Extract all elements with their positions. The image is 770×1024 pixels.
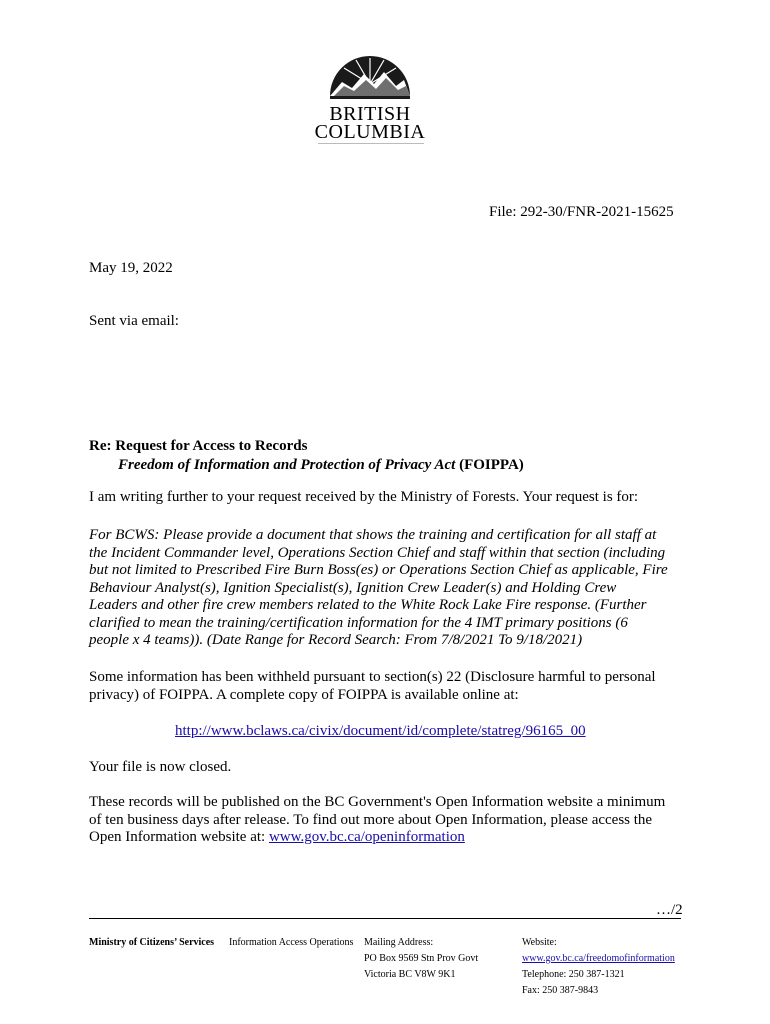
request-line: For BCWS: Please provide a document that shows the training and certification for all staff at xyxy=(89,527,657,543)
publish-last-text: Open Information website at: xyxy=(89,829,269,845)
subject-act xyxy=(89,456,524,475)
withheld-paragraph xyxy=(89,669,689,704)
request-line: the Incident Commander level, Operations Section Chief and staff within that section (including xyxy=(89,544,666,561)
sun-mountains-icon xyxy=(326,44,414,102)
letter-date: May 19, 2022 xyxy=(89,260,173,276)
intro-paragraph: I am writing further to your request received by the Ministry of Forests. Your request is for: xyxy=(89,489,639,505)
mailing-city: Victoria BC V8W 9K1 xyxy=(364,969,456,980)
open-information-link[interactable]: www.gov.bc.ca/openinformation xyxy=(268,829,465,845)
mailing-label: Mailing Address: xyxy=(364,937,434,948)
request-text xyxy=(89,527,689,650)
footer-mailing-address xyxy=(364,935,478,983)
closed-paragraph: Your file is now closed. xyxy=(89,759,232,775)
footer-contact xyxy=(522,935,675,999)
request-line: people x 4 teams)). (Date Range for Record Search: From 7/8/2021 To 9/18/2021) xyxy=(89,632,583,648)
withheld-line: privacy) of FOIPPA. A complete copy of FOIPPA is available online at: xyxy=(89,686,519,703)
logo-text-columbia: COLUMBIA xyxy=(314,121,426,143)
sent-via: Sent via email: xyxy=(89,313,179,329)
footer-division: Information Access Operations xyxy=(229,937,354,948)
footer-divider xyxy=(89,918,681,919)
publish-paragraph xyxy=(89,794,689,847)
website-link[interactable]: www.gov.bc.ca/freedomofinformation xyxy=(522,953,675,964)
logo-text-british: BRITISH xyxy=(329,103,411,125)
request-line: Leaders and other fire crew members related to the White Rock Lake Fire response. (Further xyxy=(89,597,647,613)
request-line: clarified to mean the training/certification information for the 4 IMT primary positions (6 xyxy=(89,614,628,631)
mailing-po-box: PO Box 9569 Stn Prov Govt xyxy=(364,953,479,964)
file-reference: File: 292-30/FNR-2021-15625 xyxy=(489,204,674,220)
bc-logo xyxy=(300,44,440,144)
website-label: Website: xyxy=(522,937,557,948)
publish-line: These records will be published on the BC Government's Open Information website a minimum xyxy=(89,794,666,810)
publish-line: of ten business days after release. To find out more about Open Information, please access the xyxy=(89,811,653,828)
telephone: Telephone: 250 387-1321 xyxy=(522,969,625,980)
page-continuation: …/2 xyxy=(656,902,683,918)
foippa-link[interactable]: http://www.bclaws.ca/civix/document/id/complete/statreg/96165_00 xyxy=(175,723,586,739)
subject-block xyxy=(89,437,524,475)
request-line: but not limited to Prescribed Fire Burn Boss(es) or Operations Section Chief as applicable, Fire xyxy=(89,562,668,578)
fax: Fax: 250 387-9843 xyxy=(522,985,599,996)
publish-line-last xyxy=(89,829,689,847)
withheld-line: Some information has been withheld pursuant to section(s) 22 (Disclosure harmful to personal xyxy=(89,669,656,685)
subject-line: Re: Request for Access to Records xyxy=(89,438,308,454)
act-abbrev: (FOIPPA) xyxy=(455,457,524,473)
act-name: Freedom of Information and Protection of Privacy Act xyxy=(118,457,456,473)
logo-divider xyxy=(318,143,424,144)
footer-ministry: Ministry of Citizens’ Services xyxy=(89,937,215,948)
request-line: Behaviour Analyst(s), Ignition Specialist(s), Ignition Crew Leader(s) and Holding Crew xyxy=(89,579,617,596)
